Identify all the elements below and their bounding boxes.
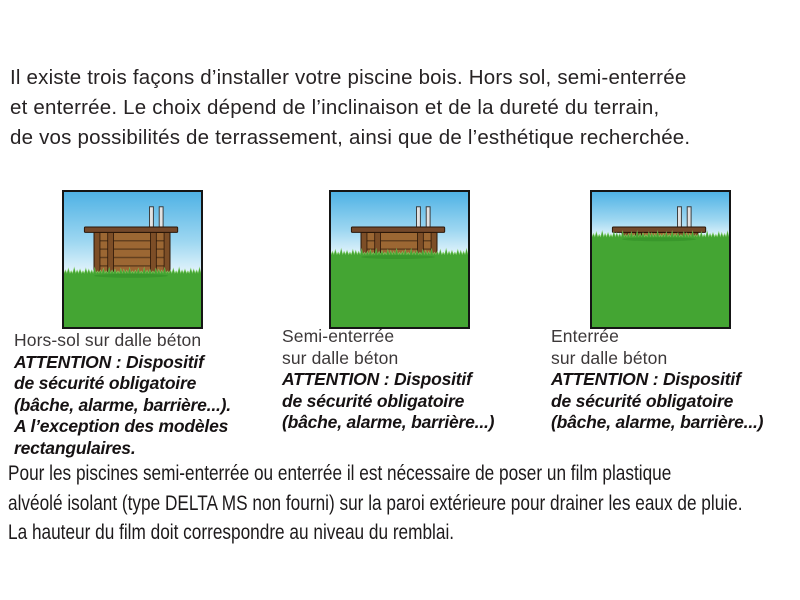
caption-warning-line: rectangulaires. — [14, 437, 136, 458]
hors-sol-pool-illustration — [62, 190, 203, 329]
caption-title: Enterrée — [551, 326, 619, 346]
caption-warning-line: ATTENTION : Dispositif — [282, 369, 472, 389]
caption-title: sur dalle béton — [282, 347, 399, 368]
caption-title: Semi-enterrée — [282, 326, 395, 346]
footer-line-2: alvéolé isolant (type DELTA MS non fourni) sur la paroi extérieure pour drainer les eaux de pluie. — [8, 491, 743, 515]
semi-enterree-pool-illustration — [329, 190, 470, 329]
caption-semi-enterree — [282, 326, 494, 434]
enterree-pool-illustration — [590, 190, 731, 329]
intro-line-2: et enterrée. Le choix dépend de l’inclinaison et de la dureté du terrain, — [10, 96, 660, 119]
caption-warning-line: ATTENTION : Dispositif — [14, 351, 204, 372]
footer-line-3: La hauteur du film doit correspondre au niveau du remblai. — [8, 521, 455, 544]
caption-warning-line: de sécurité obligatoire — [282, 390, 465, 411]
intro-line-3: de vos possibilités de terrassement, ainsi que de l’esthétique recherchée. — [10, 126, 691, 149]
intro-line-1: Il existe trois façons d’installer votre piscine bois. Hors sol, semi-enterrée — [10, 66, 687, 89]
semi-buried-pool-image — [331, 192, 468, 327]
above-ground-pool-image — [64, 192, 201, 327]
caption-enterree — [551, 326, 763, 434]
caption-warning-line: de sécurité obligatoire — [551, 390, 734, 411]
caption-warning-line: (bâche, alarme, barrière...). — [14, 394, 231, 415]
caption-warning-line: (bâche, alarme, barrière...) — [551, 412, 764, 432]
caption-warning-line: ATTENTION : Dispositif — [551, 369, 741, 389]
footer-note — [8, 459, 800, 548]
caption-warning-line: (bâche, alarme, barrière...) — [282, 412, 495, 432]
intro-paragraph — [10, 63, 690, 153]
caption-title: Hors-sol sur dalle béton — [14, 330, 202, 350]
buried-pool-image — [592, 192, 729, 327]
caption-hors-sol — [14, 330, 231, 459]
caption-warning-line: de sécurité obligatoire — [14, 373, 197, 393]
caption-warning-line: A l’exception des modèles — [14, 416, 229, 436]
footer-line-1: Pour les piscines semi-enterrée ou enterrée il est nécessaire de poser un film plastique — [8, 462, 672, 485]
caption-title: sur dalle béton — [551, 347, 668, 368]
